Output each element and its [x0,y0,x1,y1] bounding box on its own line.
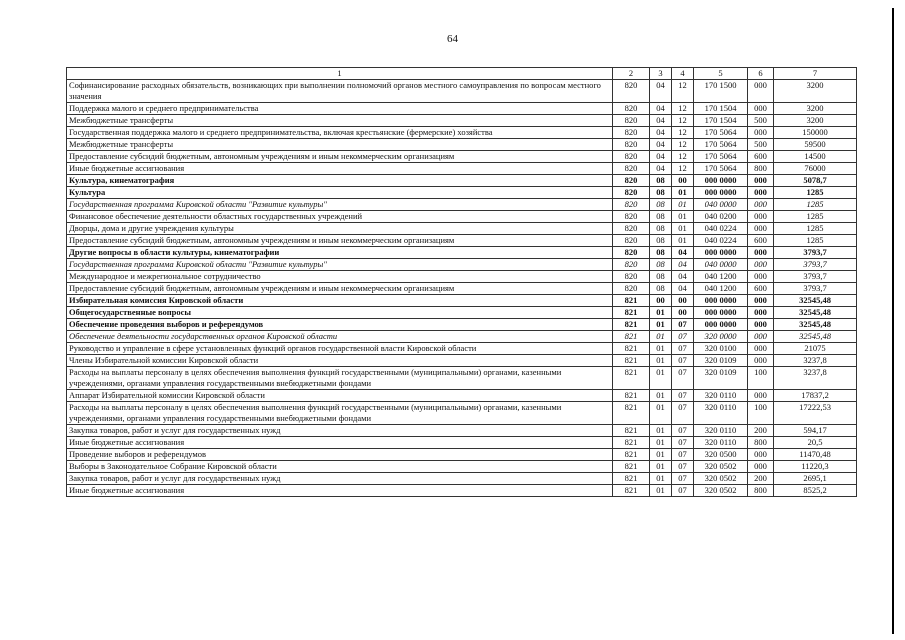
row-name-cell: Другие вопросы в области культуры, кинематографии [67,247,613,259]
expense-type-code-cell: 000 [748,223,774,235]
row-name-cell: Предоставление субсидий бюджетным, автономным учреждениям и иным некоммерческим организациям [67,283,613,295]
amount-cell: 17222,53 [774,402,857,425]
subsection-code-cell: 04 [672,271,694,283]
target-item-code-cell: 040 0224 [694,223,748,235]
table-row [67,139,857,151]
section-code-cell: 04 [650,115,672,127]
row-name-cell: Обеспечение деятельности государственных органов Кировской области [67,331,613,343]
target-item-code-cell: 000 0000 [694,187,748,199]
amount-cell: 1285 [774,199,857,211]
amount-cell: 3200 [774,115,857,127]
ministry-code-cell: 821 [613,307,650,319]
subsection-code-cell: 01 [672,187,694,199]
amount-cell: 3237,8 [774,367,857,390]
section-code-cell: 04 [650,151,672,163]
subsection-code-cell: 07 [672,425,694,437]
row-name-cell: Государственная программа Кировской области "Развитие культуры" [67,259,613,271]
target-item-code-cell: 000 0000 [694,175,748,187]
budget-table [66,67,857,497]
section-code-cell: 08 [650,283,672,295]
amount-cell: 17837,2 [774,390,857,402]
amount-cell: 3200 [774,103,857,115]
ministry-code-cell: 820 [613,211,650,223]
amount-cell: 32545,48 [774,331,857,343]
expense-type-code-cell: 000 [748,247,774,259]
row-name-cell: Международное и межрегиональное сотрудничество [67,271,613,283]
section-code-cell: 01 [650,331,672,343]
target-item-code-cell: 320 0110 [694,390,748,402]
ministry-code-cell: 820 [613,127,650,139]
amount-cell: 594,17 [774,425,857,437]
ministry-code-cell: 821 [613,390,650,402]
section-code-cell: 04 [650,80,672,103]
ministry-code-cell: 821 [613,343,650,355]
amount-cell: 3200 [774,80,857,103]
expense-type-code-cell: 000 [748,175,774,187]
amount-cell: 1285 [774,223,857,235]
expense-type-code-cell: 000 [748,187,774,199]
expense-type-code-cell: 000 [748,259,774,271]
row-name-cell: Избирательная комиссия Кировской области [67,295,613,307]
subsection-code-cell: 00 [672,295,694,307]
amount-cell: 8525,2 [774,485,857,497]
ministry-code-cell: 820 [613,139,650,151]
section-code-cell: 01 [650,437,672,449]
amount-cell: 3793,7 [774,271,857,283]
section-code-cell: 01 [650,461,672,473]
ministry-code-cell: 821 [613,295,650,307]
target-item-code-cell: 170 1504 [694,103,748,115]
target-item-code-cell: 170 1504 [694,115,748,127]
row-name-cell: Государственная поддержка малого и среднего предпринимательства, включая крестьянские (фермерские) хозяйства [67,127,613,139]
subsection-code-cell: 12 [672,115,694,127]
subsection-code-cell: 07 [672,319,694,331]
table-row [67,271,857,283]
row-name-cell: Государственная программа Кировской области "Развитие культуры" [67,199,613,211]
expense-type-code-cell: 000 [748,319,774,331]
section-code-cell: 08 [650,199,672,211]
expense-type-code-cell: 000 [748,211,774,223]
column-number: 7 [774,68,857,80]
target-item-code-cell: 000 0000 [694,319,748,331]
ministry-code-cell: 821 [613,331,650,343]
expense-type-code-cell: 600 [748,151,774,163]
row-name-cell: Аппарат Избирательной комиссии Кировской области [67,390,613,402]
subsection-code-cell: 12 [672,139,694,151]
amount-cell: 14500 [774,151,857,163]
column-number: 5 [694,68,748,80]
table-row [67,425,857,437]
amount-cell: 2695,1 [774,473,857,485]
table-row [67,390,857,402]
table-body [67,68,857,497]
expense-type-code-cell: 000 [748,331,774,343]
column-number: 3 [650,68,672,80]
target-item-code-cell: 170 5064 [694,127,748,139]
subsection-code-cell: 04 [672,247,694,259]
table-row [67,402,857,425]
subsection-code-cell: 12 [672,127,694,139]
section-code-cell: 04 [650,103,672,115]
amount-cell: 76000 [774,163,857,175]
ministry-code-cell: 820 [613,247,650,259]
table-row [67,259,857,271]
row-name-cell: Расходы на выплаты персоналу в целях обеспечения выполнения функций государственными (муниципальными) органами, казенными учреждениями, органами управления государственными внебюджетными фондами [67,367,613,390]
ministry-code-cell: 821 [613,319,650,331]
subsection-code-cell: 07 [672,355,694,367]
subsection-code-cell: 01 [672,223,694,235]
target-item-code-cell: 040 0000 [694,199,748,211]
ministry-code-cell: 821 [613,473,650,485]
table-row [67,175,857,187]
amount-cell: 3793,7 [774,283,857,295]
expense-type-code-cell: 000 [748,271,774,283]
column-number: 2 [613,68,650,80]
table-row [67,151,857,163]
subsection-code-cell: 07 [672,390,694,402]
section-code-cell: 01 [650,473,672,485]
section-code-cell: 08 [650,223,672,235]
table-row [67,355,857,367]
target-item-code-cell: 320 0110 [694,437,748,449]
expense-type-code-cell: 100 [748,367,774,390]
subsection-code-cell: 00 [672,307,694,319]
expense-type-code-cell: 200 [748,473,774,485]
section-code-cell: 04 [650,139,672,151]
row-name-cell: Межбюджетные трансферты [67,115,613,127]
ministry-code-cell: 820 [613,163,650,175]
target-item-code-cell: 320 0110 [694,402,748,425]
subsection-code-cell: 00 [672,175,694,187]
expense-type-code-cell: 100 [748,402,774,425]
ministry-code-cell: 820 [613,175,650,187]
target-item-code-cell: 000 0000 [694,307,748,319]
target-item-code-cell: 170 1500 [694,80,748,103]
target-item-code-cell: 000 0000 [694,247,748,259]
amount-cell: 32545,48 [774,319,857,331]
subsection-code-cell: 07 [672,461,694,473]
expense-type-code-cell: 600 [748,283,774,295]
row-name-cell: Иные бюджетные ассигнования [67,437,613,449]
subsection-code-cell: 07 [672,437,694,449]
subsection-code-cell: 04 [672,259,694,271]
subsection-code-cell: 07 [672,343,694,355]
row-name-cell: Общегосударственные вопросы [67,307,613,319]
target-item-code-cell: 040 0000 [694,259,748,271]
subsection-code-cell: 12 [672,80,694,103]
expense-type-code-cell: 500 [748,139,774,151]
row-name-cell: Предоставление субсидий бюджетным, автономным учреждениям и иным некоммерческим организациям [67,235,613,247]
expense-type-code-cell: 000 [748,355,774,367]
target-item-code-cell: 320 0109 [694,367,748,390]
expense-type-code-cell: 200 [748,425,774,437]
row-name-cell: Поддержка малого и среднего предпринимательства [67,103,613,115]
ministry-code-cell: 820 [613,115,650,127]
ministry-code-cell: 821 [613,437,650,449]
amount-cell: 21075 [774,343,857,355]
subsection-code-cell: 01 [672,199,694,211]
section-code-cell: 01 [650,343,672,355]
column-number: 6 [748,68,774,80]
target-item-code-cell: 320 0110 [694,425,748,437]
section-code-cell: 08 [650,247,672,259]
table-row [67,343,857,355]
subsection-code-cell: 12 [672,163,694,175]
amount-cell: 32545,48 [774,295,857,307]
section-code-cell: 08 [650,235,672,247]
expense-type-code-cell: 800 [748,437,774,449]
subsection-code-cell: 07 [672,331,694,343]
amount-cell: 1285 [774,211,857,223]
subsection-code-cell: 01 [672,211,694,223]
row-name-cell: Члены Избирательной комиссии Кировской области [67,355,613,367]
amount-cell: 11220,3 [774,461,857,473]
target-item-code-cell: 040 1200 [694,271,748,283]
expense-type-code-cell: 500 [748,115,774,127]
subsection-code-cell: 07 [672,367,694,390]
ministry-code-cell: 820 [613,283,650,295]
row-name-cell: Финансовое обеспечение деятельности областных государственных учреждений [67,211,613,223]
section-code-cell: 08 [650,259,672,271]
subsection-code-cell: 07 [672,402,694,425]
table-row [67,199,857,211]
table-row [67,319,857,331]
section-code-cell: 01 [650,367,672,390]
table-row [67,473,857,485]
amount-cell: 5078,7 [774,175,857,187]
ministry-code-cell: 821 [613,402,650,425]
target-item-code-cell: 170 5064 [694,139,748,151]
subsection-code-cell: 12 [672,151,694,163]
ministry-code-cell: 820 [613,151,650,163]
target-item-code-cell: 320 0109 [694,355,748,367]
expense-type-code-cell: 800 [748,163,774,175]
ministry-code-cell: 820 [613,80,650,103]
expense-type-code-cell: 000 [748,295,774,307]
target-item-code-cell: 320 0502 [694,461,748,473]
row-name-cell: Руководство и управление в сфере установленных функций органов государственной власти Кировской области [67,343,613,355]
table-row [67,211,857,223]
ministry-code-cell: 820 [613,259,650,271]
row-name-cell: Закупка товаров, работ и услуг для государственных нужд [67,425,613,437]
row-name-cell: Иные бюджетные ассигнования [67,485,613,497]
target-item-code-cell: 040 0224 [694,235,748,247]
row-name-cell: Проведение выборов и референдумов [67,449,613,461]
ministry-code-cell: 821 [613,425,650,437]
ministry-code-cell: 820 [613,271,650,283]
amount-cell: 150000 [774,127,857,139]
subsection-code-cell: 07 [672,449,694,461]
table-row [67,449,857,461]
column-number: 1 [67,68,613,80]
amount-cell: 3237,8 [774,355,857,367]
expense-type-code-cell: 000 [748,449,774,461]
column-number-row [67,68,857,80]
target-item-code-cell: 320 0000 [694,331,748,343]
section-code-cell: 01 [650,485,672,497]
target-item-code-cell: 320 0502 [694,485,748,497]
ministry-code-cell: 821 [613,461,650,473]
section-code-cell: 04 [650,127,672,139]
table-row [67,127,857,139]
table-row [67,247,857,259]
section-code-cell: 01 [650,319,672,331]
target-item-code-cell: 000 0000 [694,295,748,307]
ministry-code-cell: 821 [613,355,650,367]
table-row [67,485,857,497]
section-code-cell: 01 [650,390,672,402]
ministry-code-cell: 820 [613,103,650,115]
target-item-code-cell: 170 5064 [694,163,748,175]
row-name-cell: Культура, кинематография [67,175,613,187]
table-row [67,461,857,473]
table-row [67,115,857,127]
expense-type-code-cell: 600 [748,235,774,247]
subsection-code-cell: 01 [672,235,694,247]
expense-type-code-cell: 000 [748,80,774,103]
row-name-cell: Культура [67,187,613,199]
amount-cell: 1285 [774,187,857,199]
table-row [67,295,857,307]
section-code-cell: 01 [650,307,672,319]
target-item-code-cell: 040 0200 [694,211,748,223]
section-code-cell: 01 [650,355,672,367]
row-name-cell: Межбюджетные трансферты [67,139,613,151]
ministry-code-cell: 820 [613,199,650,211]
amount-cell: 1285 [774,235,857,247]
ministry-code-cell: 820 [613,235,650,247]
amount-cell: 20,5 [774,437,857,449]
table-row [67,331,857,343]
amount-cell: 32545,48 [774,307,857,319]
column-number: 4 [672,68,694,80]
row-name-cell: Закупка товаров, работ и услуг для государственных нужд [67,473,613,485]
table-row [67,163,857,175]
expense-type-code-cell: 000 [748,461,774,473]
section-code-cell: 08 [650,211,672,223]
row-name-cell: Предоставление субсидий бюджетным, автономным учреждениям и иным некоммерческим организациям [67,151,613,163]
section-code-cell: 04 [650,163,672,175]
section-code-cell: 08 [650,187,672,199]
table-row [67,223,857,235]
table-row [67,80,857,103]
row-name-cell: Расходы на выплаты персоналу в целях обеспечения выполнения функций государственными (муниципальными) органами, казенными учреждениями, органами управления государственными внебюджетными фондами [67,402,613,425]
ministry-code-cell: 821 [613,367,650,390]
amount-cell: 3793,7 [774,247,857,259]
ministry-code-cell: 821 [613,485,650,497]
row-name-cell: Обеспечение проведения выборов и референдумов [67,319,613,331]
page-edge-rule [892,8,894,634]
target-item-code-cell: 170 5064 [694,151,748,163]
section-code-cell: 00 [650,295,672,307]
table-row [67,437,857,449]
expense-type-code-cell: 000 [748,343,774,355]
target-item-code-cell: 320 0502 [694,473,748,485]
subsection-code-cell: 07 [672,473,694,485]
amount-cell: 59500 [774,139,857,151]
section-code-cell: 01 [650,425,672,437]
expense-type-code-cell: 000 [748,390,774,402]
section-code-cell: 08 [650,175,672,187]
page-number: 64 [447,33,458,45]
ministry-code-cell: 821 [613,449,650,461]
row-name-cell: Дворцы, дома и другие учреждения культуры [67,223,613,235]
target-item-code-cell: 320 0100 [694,343,748,355]
expense-type-code-cell: 000 [748,103,774,115]
subsection-code-cell: 07 [672,485,694,497]
subsection-code-cell: 12 [672,103,694,115]
expense-type-code-cell: 000 [748,199,774,211]
target-item-code-cell: 320 0500 [694,449,748,461]
row-name-cell: Иные бюджетные ассигнования [67,163,613,175]
expense-type-code-cell: 000 [748,307,774,319]
ministry-code-cell: 820 [613,187,650,199]
table-row [67,367,857,390]
table-row [67,307,857,319]
row-name-cell: Выборы в Законодательное Собрание Кировской области [67,461,613,473]
section-code-cell: 08 [650,271,672,283]
table-row [67,235,857,247]
amount-cell: 3793,7 [774,259,857,271]
section-code-cell: 01 [650,449,672,461]
table-row [67,283,857,295]
section-code-cell: 01 [650,402,672,425]
table-row [67,187,857,199]
amount-cell: 11470,48 [774,449,857,461]
row-name-cell: Софинансирование расходных обязательств, возникающих при выполнении полномочий органов местного самоуправления по вопросам местного значения [67,80,613,103]
subsection-code-cell: 04 [672,283,694,295]
table-row [67,103,857,115]
expense-type-code-cell: 000 [748,127,774,139]
ministry-code-cell: 820 [613,223,650,235]
target-item-code-cell: 040 1200 [694,283,748,295]
expense-type-code-cell: 800 [748,485,774,497]
